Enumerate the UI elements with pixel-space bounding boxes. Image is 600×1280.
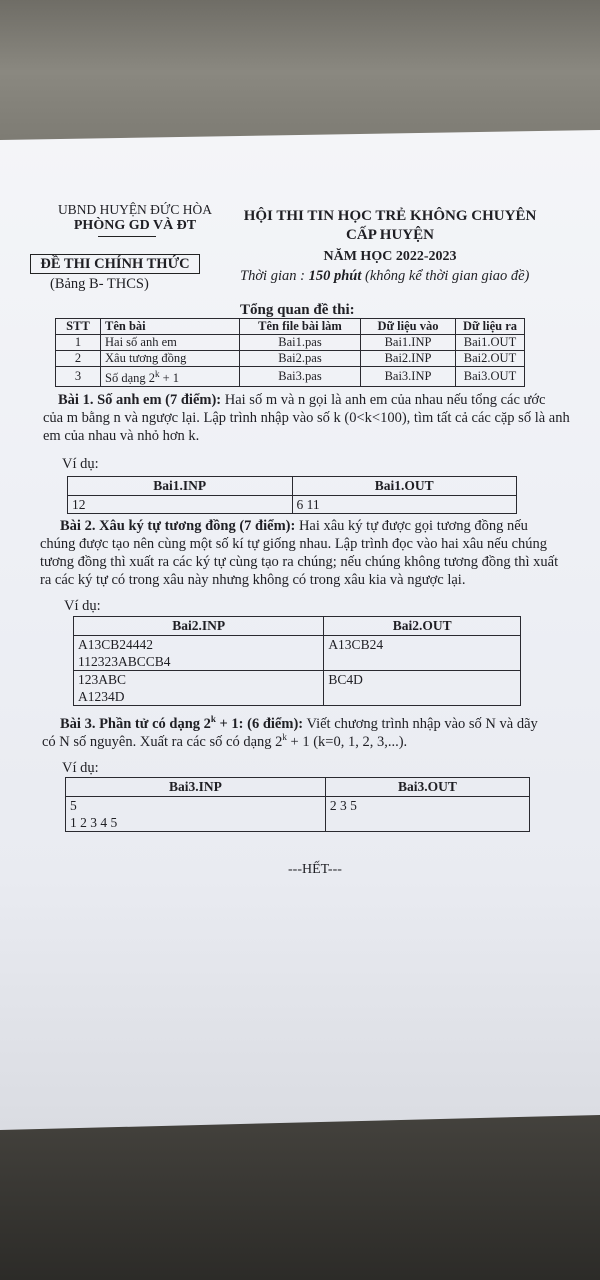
problem1-line2: của m bằng n và ngược lại. Lập trình nhập vào số k (0<k<100), tìm tất cả các cặp số là anh	[43, 410, 570, 426]
example-output-cell: A13CB24	[324, 636, 521, 671]
problem2-line2: chúng được tạo nên cùng một số kí tự giống nhau. Lập trình đọc vào hai xâu nếu chúng	[40, 536, 548, 552]
table-row	[74, 636, 521, 671]
cell-name: Xâu tương đồng	[101, 351, 240, 367]
problem1-example-label: Ví dụ:	[62, 456, 99, 472]
example-input-cell: 12	[68, 496, 293, 514]
school-year: NĂM HỌC 2022-2023	[323, 249, 457, 264]
cell-input: Bai1.INP	[361, 335, 456, 351]
problem1-line3: em của nhau và nhỏ hơn k.	[43, 428, 200, 444]
contest-title-line2: CẤP HUYỆN	[346, 227, 434, 243]
problem2-line3: tương đồng thì xuất ra các ký tự cùng tạo ra chúng; nếu chúng không tương đồng thì xuất	[40, 554, 559, 570]
end-marker: ---HẾT---	[288, 862, 342, 877]
overview-header-row	[56, 319, 525, 335]
cell-stt: 1	[56, 335, 101, 351]
cell-output: Bai2.OUT	[456, 351, 525, 367]
example-output-cell: BC4D	[324, 671, 521, 706]
example-output-header: Bai1.OUT	[292, 477, 517, 496]
example-input-cell: 123ABC A1234D	[74, 671, 324, 706]
example-input-cell: 5 1 2 3 4 5	[66, 797, 326, 832]
cell-stt: 2	[56, 351, 101, 367]
problem1-line1: Bài 1. Số anh em (7 điểm): Hai số m và n gọi là anh em của nhau nếu tổng các ước	[58, 392, 546, 408]
overview-table	[55, 318, 525, 387]
table-row	[56, 351, 525, 367]
example-header-row	[68, 477, 517, 496]
col-stt: STT	[56, 319, 101, 335]
group-label: (Bảng B- THCS)	[50, 276, 149, 292]
example-input-header: Bai2.INP	[74, 617, 324, 636]
table-row	[66, 797, 530, 832]
example-header-row	[74, 617, 521, 636]
problem2-line1: Bài 2. Xâu ký tự tương đồng (7 điểm): Hai xâu ký tự được gọi tương đồng nếu	[60, 518, 528, 534]
example-input-cell: A13CB24442 112323ABCCB4	[74, 636, 324, 671]
org-line1: UBND HUYỆN ĐỨC HÒA	[57, 202, 213, 217]
example-output-header: Bai3.OUT	[325, 778, 529, 797]
col-name: Tên bài	[101, 319, 240, 335]
cell-output: Bai1.OUT	[456, 335, 525, 351]
problem3-example-label: Ví dụ:	[62, 760, 99, 776]
overview-title: Tổng quan đề thi:	[240, 302, 355, 318]
cell-name: Số dạng $2^k + 1$	[101, 367, 240, 387]
cell-output: Bai3.OUT	[456, 367, 525, 387]
problem3-line1: Bài 3. Phần tử có dạng $2^k + 1$: (6 điểm): Viết chương trình nhập vào số N và dãy	[60, 714, 538, 732]
table-row	[74, 671, 521, 706]
cell-input: Bai3.INP	[361, 367, 456, 387]
problem2-example-table	[73, 616, 521, 706]
time-line: Thời gian : 150 phút (không kể thời gian giao đề)	[240, 268, 530, 284]
cell-file: Bai1.pas	[240, 335, 361, 351]
problem1-example-table	[67, 476, 517, 514]
cell-stt: 3	[56, 367, 101, 387]
example-output-header: Bai2.OUT	[324, 617, 521, 636]
problem3-line2: có N số nguyên. Xuất ra các số có dạng $2^k + 1$ (k=0, 1, 2, 3,...).	[42, 732, 408, 750]
cell-file: Bai3.pas	[240, 367, 361, 387]
header-underline	[98, 236, 156, 237]
example-input-header: Bai3.INP	[66, 778, 326, 797]
example-output-cell: 6 11	[292, 496, 517, 514]
col-output: Dữ liệu ra	[456, 319, 525, 335]
problem3-example-table	[65, 777, 530, 832]
col-file: Tên file bài làm	[240, 319, 361, 335]
exam-type-box: ĐỀ THI CHÍNH THỨC	[30, 254, 200, 274]
org-line2: PHÒNG GD VÀ ĐT	[73, 218, 197, 233]
table-row	[56, 335, 525, 351]
problem2-example-label: Ví dụ:	[64, 598, 101, 614]
table-row	[68, 496, 517, 514]
cell-name: Hai số anh em	[101, 335, 240, 351]
cell-file: Bai2.pas	[240, 351, 361, 367]
table-row	[56, 367, 525, 387]
example-header-row	[66, 778, 530, 797]
contest-title-line1: HỘI THI TIN HỌC TRẺ KHÔNG CHUYÊN	[243, 208, 537, 224]
cell-input: Bai2.INP	[361, 351, 456, 367]
problem2-line4: ra các ký tự có trong xâu này nhưng không có trong xâu kia và ngược lại.	[40, 572, 466, 588]
example-input-header: Bai1.INP	[68, 477, 293, 496]
col-input: Dữ liệu vào	[361, 319, 456, 335]
example-output-cell: 2 3 5	[325, 797, 529, 832]
